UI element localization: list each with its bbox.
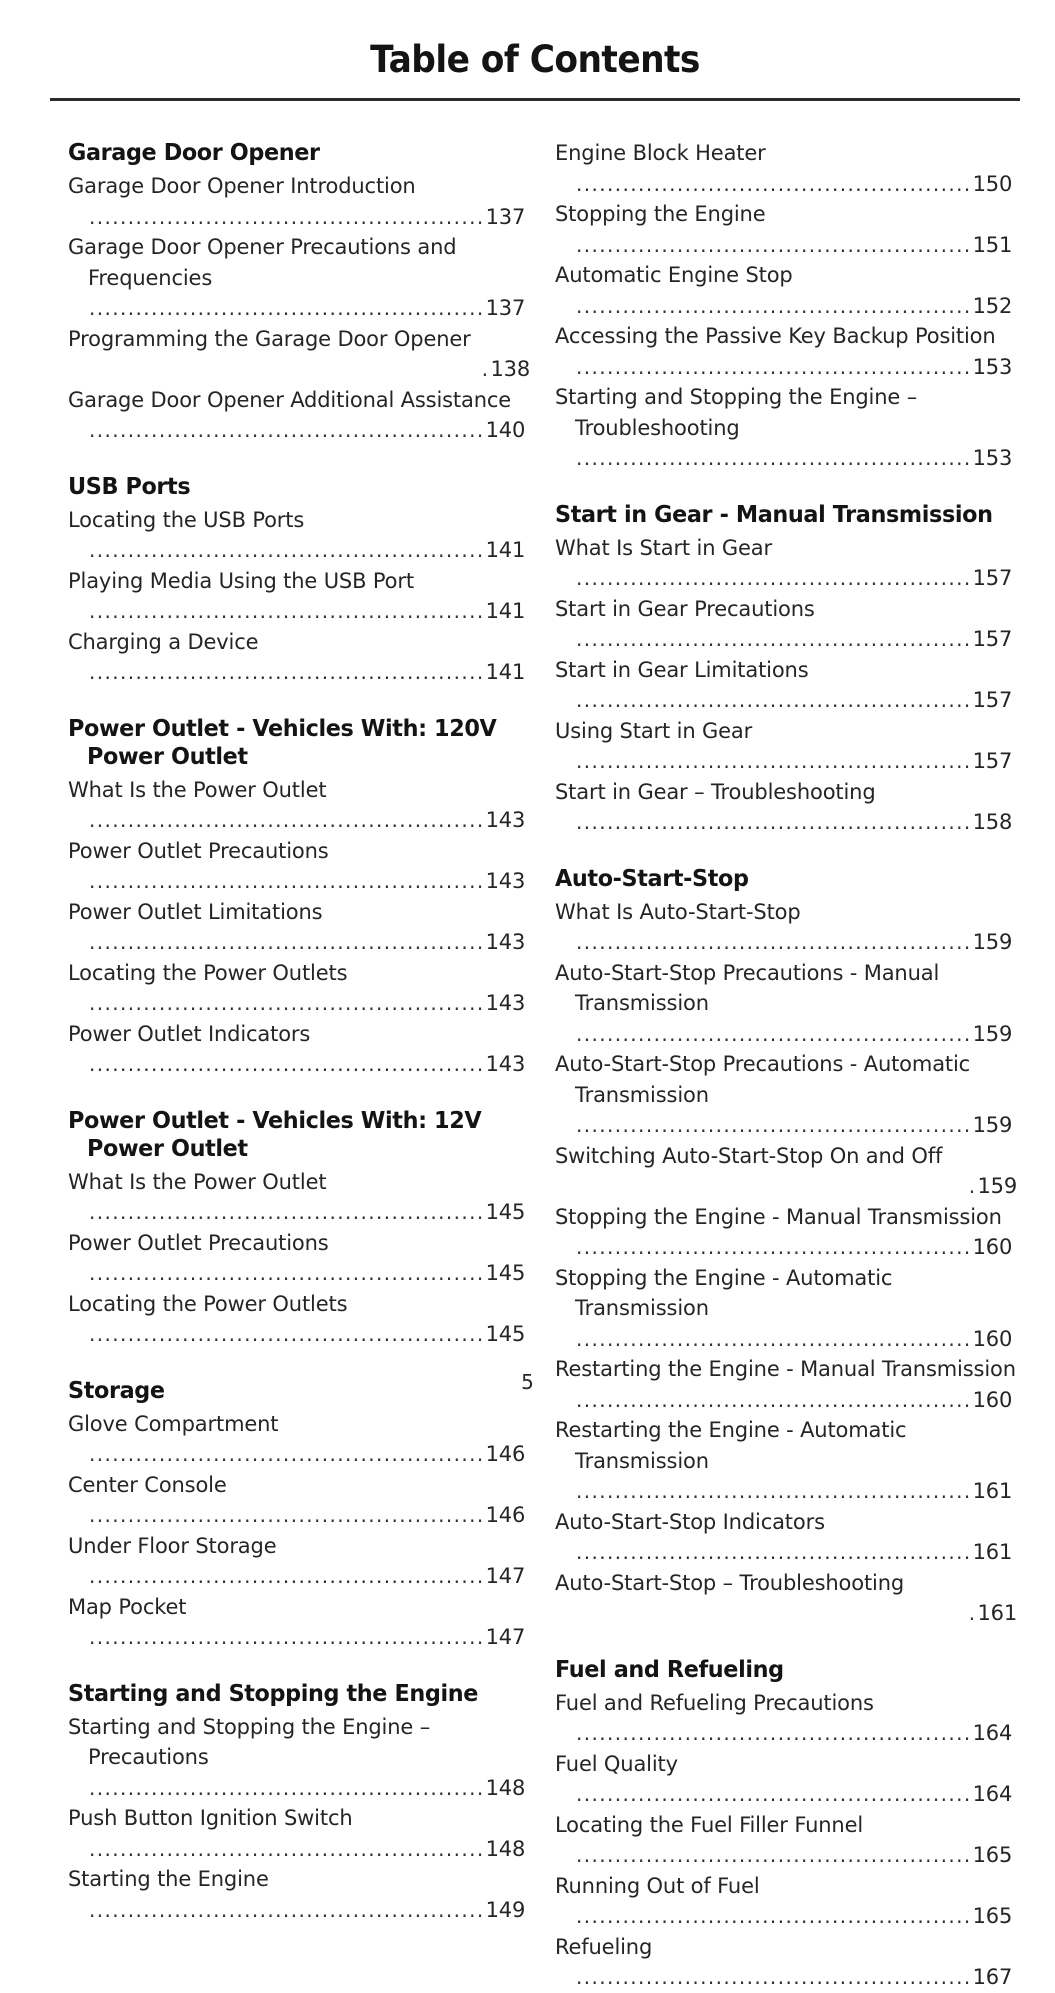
- toc-entry[interactable]: [68, 1864, 530, 1925]
- toc-entry-page-number: 150: [972, 171, 1013, 196]
- header-divider: [50, 98, 1020, 101]
- toc-entry-page-number: 145: [485, 1200, 526, 1224]
- toc-entry-page-number: 164: [972, 1721, 1013, 1745]
- toc-entry-label: Starting the Engine: [68, 1867, 269, 1891]
- toc-leader-dots: ...................................................: [89, 599, 485, 623]
- toc-entry-label: Stopping the Engine: [555, 202, 766, 226]
- toc-entry[interactable]: [555, 1871, 1017, 1932]
- toc-entry-page-number: 165: [972, 1843, 1013, 1867]
- toc-leader-dots: ...................................................: [89, 1775, 485, 1800]
- toc-entry[interactable]: [68, 1167, 530, 1228]
- toc-column-right: [555, 138, 1017, 1993]
- toc-entry[interactable]: [68, 897, 530, 958]
- toc-entry-page-number: 157: [972, 749, 1013, 773]
- toc-section: [68, 1679, 530, 1926]
- toc-entry[interactable]: [68, 1531, 530, 1592]
- toc-entry-label: Locating the Fuel Filler Funnel: [555, 1812, 864, 1837]
- toc-entry-label: Stopping the Engine - Automatic Transmission: [555, 1265, 893, 1320]
- toc-entry-label: Glove Compartment: [68, 1411, 279, 1436]
- toc-entry[interactable]: [555, 594, 1017, 655]
- toc-entry-label: What Is Start in Gear: [555, 535, 773, 560]
- toc-entry-label: Garage Door Opener Additional Assistance: [68, 387, 512, 412]
- toc-entry-label: Map Pocket: [68, 1594, 187, 1619]
- toc-entry-label: Playing Media Using the USB Port: [68, 568, 414, 593]
- toc-entry-page-number: 161: [972, 1540, 1013, 1564]
- toc-leader-dots: ...................................................: [89, 1322, 485, 1346]
- toc-entry[interactable]: [68, 775, 530, 836]
- toc-entry[interactable]: [555, 533, 1017, 594]
- toc-leader-dots: ...................................................: [576, 566, 972, 590]
- toc-leader-dots: ...................................................: [576, 232, 972, 257]
- section-heading: Storage: [68, 1375, 165, 1404]
- toc-leader-dots: ...................................................: [89, 660, 485, 684]
- toc-entry[interactable]: [68, 627, 530, 688]
- toc-leader-dots: ...................................................: [576, 1965, 972, 1989]
- toc-entry-page-number: 159: [977, 1174, 1017, 1198]
- toc-entry[interactable]: [555, 716, 1017, 777]
- toc-leader-dots: ...................................................: [89, 538, 485, 562]
- toc-entry[interactable]: [555, 1263, 1017, 1355]
- toc-leader-dots: ...................................................: [89, 418, 485, 442]
- toc-entry[interactable]: [68, 1470, 530, 1531]
- toc-entry-label: Power Outlet Limitations: [68, 899, 323, 924]
- toc-entry-page-number: 149: [485, 1897, 526, 1922]
- toc-entry[interactable]: [68, 171, 530, 232]
- toc-entry[interactable]: [555, 1810, 1017, 1871]
- toc-entry-label: Restarting the Engine - Manual Transmission: [555, 1357, 1016, 1381]
- toc-entry-label: What Is the Power Outlet: [68, 1169, 327, 1194]
- toc-entry-label: Locating the Power Outlets: [68, 1291, 348, 1316]
- toc-leader-dots: ...................................................: [89, 1897, 485, 1922]
- toc-entry[interactable]: [555, 1568, 1017, 1629]
- toc-entry-page-number: 141: [485, 599, 526, 623]
- toc-leader-dots: ...................................................: [576, 1721, 972, 1745]
- toc-leader-dots: .: [968, 1601, 977, 1625]
- toc-leader-dots: ...................................................: [89, 1200, 485, 1224]
- toc-leader-dots: ...................................................: [89, 869, 485, 893]
- toc-leader-dots: ...................................................: [576, 1479, 972, 1503]
- toc-leader-dots: ...................................................: [576, 688, 972, 712]
- toc-leader-dots: ...................................................: [89, 1442, 485, 1466]
- toc-entry-page-number: 160: [972, 1235, 1013, 1259]
- toc-leader-dots: ...................................................: [576, 1782, 972, 1806]
- toc-entry[interactable]: [555, 1749, 1017, 1810]
- toc-entry[interactable]: [555, 777, 1017, 838]
- toc-entry[interactable]: [68, 1409, 530, 1470]
- toc-entry-label: Power Outlet Precautions: [68, 838, 329, 863]
- toc-leader-dots: ...................................................: [576, 1904, 972, 1928]
- toc-entry-page-number: 143: [485, 991, 526, 1015]
- toc-entry[interactable]: [555, 655, 1017, 716]
- toc-section: [68, 714, 530, 1080]
- toc-entry[interactable]: [68, 1228, 530, 1289]
- toc-entry-label: Switching Auto-Start-Stop On and Off: [555, 1143, 943, 1168]
- toc-entry-label: Automatic Engine Stop: [555, 263, 793, 287]
- toc-entry-page-number: 160: [972, 1326, 1013, 1351]
- toc-entry-page-number: 143: [485, 869, 526, 893]
- toc-entry-page-number: 145: [485, 1322, 526, 1346]
- toc-entry[interactable]: [555, 260, 1017, 321]
- toc-leader-dots: ...................................................: [576, 171, 972, 196]
- toc-entry[interactable]: [555, 1932, 1017, 1993]
- toc-entry-label: Using Start in Gear: [555, 718, 753, 743]
- toc-entry[interactable]: [555, 1202, 1017, 1263]
- toc-entry[interactable]: [68, 1289, 530, 1350]
- section-heading: Power Outlet - Vehicles With: 12V Power Outlet: [68, 1105, 482, 1162]
- section-heading: Start in Gear - Manual Transmission: [555, 499, 993, 528]
- toc-leader-dots: ...................................................: [576, 1235, 972, 1259]
- toc-entry-leader-line: [88, 354, 530, 385]
- page-number: 5: [521, 1370, 534, 1394]
- toc-entry-page-number: 161: [977, 1601, 1017, 1625]
- toc-entry-label: Programming the Garage Door Opener: [68, 326, 471, 351]
- toc-leader-dots: ...................................................: [89, 1836, 485, 1861]
- toc-column-left: [68, 138, 530, 1993]
- toc-entry-page-number: 157: [972, 566, 1013, 590]
- toc-entry-label: Garage Door Opener Precautions and Frequencies: [68, 235, 457, 290]
- toc-entry-page-number: 153: [972, 446, 1013, 470]
- toc-entry[interactable]: [555, 321, 1017, 382]
- toc-entry[interactable]: [555, 958, 1017, 1050]
- page-footer: [0, 1370, 1055, 1394]
- toc-entry-label: What Is Auto-Start-Stop: [555, 899, 801, 924]
- toc-entry-page-number: 143: [485, 1052, 526, 1076]
- toc-entry-page-number: 148: [485, 1836, 526, 1861]
- toc-entry-leader-line: [575, 1598, 1017, 1629]
- toc-section: [68, 1106, 530, 1350]
- toc-section: [555, 500, 1017, 838]
- toc-entry-label: Starting and Stopping the Engine – Precautions: [68, 1714, 431, 1769]
- toc-entry-page-number: 146: [485, 1442, 526, 1466]
- toc-entry-page-number: 159: [972, 930, 1013, 954]
- toc-entry-page-number: 167: [972, 1965, 1013, 1989]
- toc-entry-page-number: 157: [972, 688, 1013, 712]
- toc-entry-page-number: 157: [972, 627, 1013, 651]
- toc-entry[interactable]: [68, 566, 530, 627]
- toc-entry-page-number: 153: [972, 354, 1013, 379]
- page-header: [50, 38, 1020, 81]
- toc-columns: [0, 138, 1055, 1993]
- toc-entry-page-number: 143: [485, 808, 526, 832]
- toc-entry[interactable]: [555, 1415, 1017, 1507]
- toc-entry-label: Running Out of Fuel: [555, 1873, 760, 1898]
- toc-leader-dots: ...................................................: [576, 810, 972, 834]
- toc-entry[interactable]: [555, 199, 1017, 260]
- toc-entry-label: What Is the Power Outlet: [68, 777, 327, 802]
- toc-leader-dots: ...................................................: [576, 1843, 972, 1867]
- page-title: Table of Contents: [370, 38, 700, 81]
- toc-leader-dots: ...................................................: [89, 1261, 485, 1285]
- toc-leader-dots: ...................................................: [576, 1113, 972, 1137]
- toc-entry-page-number: 165: [972, 1904, 1013, 1928]
- toc-entry[interactable]: [68, 1592, 530, 1653]
- toc-leader-dots: ...................................................: [89, 296, 485, 320]
- toc-entry[interactable]: [555, 1141, 1017, 1202]
- toc-entry-page-number: 164: [972, 1782, 1013, 1806]
- toc-entry-label: Auto-Start-Stop Indicators: [555, 1509, 825, 1534]
- toc-entry-label: Garage Door Opener Introduction: [68, 174, 416, 198]
- section-heading: Garage Door Opener: [68, 138, 320, 166]
- toc-leader-dots: ...................................................: [89, 1052, 485, 1076]
- toc-leader-dots: ...................................................: [89, 1564, 485, 1588]
- toc-entry-label: Start in Gear Limitations: [555, 657, 809, 682]
- toc-leader-dots: ...................................................: [89, 808, 485, 832]
- toc-leader-dots: .: [481, 357, 490, 381]
- toc-leader-dots: ...................................................: [89, 204, 485, 229]
- toc-leader-dots: .: [968, 1174, 977, 1198]
- toc-entry-page-number: 159: [972, 1113, 1013, 1137]
- toc-entry-page-number: 145: [485, 1261, 526, 1285]
- toc-entry-page-number: 147: [485, 1564, 526, 1588]
- toc-section: [555, 138, 1017, 474]
- toc-entry[interactable]: [68, 324, 530, 385]
- toc-entry[interactable]: [68, 836, 530, 897]
- toc-leader-dots: ...................................................: [576, 354, 972, 379]
- toc-entry-page-number: 143: [485, 930, 526, 954]
- toc-entry-label: Auto-Start-Stop Precautions - Manual Transmission: [555, 960, 940, 1015]
- toc-entry[interactable]: [555, 897, 1017, 958]
- section-heading: USB Ports: [68, 471, 191, 500]
- toc-leader-dots: ...................................................: [576, 1387, 972, 1412]
- toc-section: [555, 1655, 1017, 1993]
- section-heading: Fuel and Refueling: [555, 1654, 784, 1683]
- toc-section: [68, 472, 530, 688]
- toc-entry-label: Engine Block Heater: [555, 141, 766, 165]
- toc-entry-label: Starting and Stopping the Engine – Troubleshooting: [555, 385, 918, 440]
- toc-entry[interactable]: [555, 1049, 1017, 1141]
- toc-entry-label: Accessing the Passive Key Backup Position: [555, 324, 996, 348]
- toc-entry-label: Locating the USB Ports: [68, 507, 305, 532]
- toc-entry-page-number: 141: [485, 660, 526, 684]
- toc-leader-dots: ...................................................: [576, 1326, 972, 1351]
- toc-leader-dots: ...................................................: [576, 1540, 972, 1564]
- toc-leader-dots: ...................................................: [576, 1021, 972, 1046]
- toc-leader-dots: ...................................................: [89, 1503, 485, 1527]
- toc-entry-page-number: 160: [972, 1387, 1013, 1412]
- toc-entry-page-number: 159: [972, 1021, 1013, 1046]
- toc-entry-label: Fuel Quality: [555, 1751, 678, 1776]
- toc-entry-page-number: 158: [972, 810, 1013, 834]
- toc-entry-label: Start in Gear Precautions: [555, 596, 815, 621]
- toc-leader-dots: ...................................................: [576, 627, 972, 651]
- toc-entry-page-number: 151: [972, 232, 1013, 257]
- toc-entry-label: Stopping the Engine - Manual Transmission: [555, 1204, 1002, 1229]
- toc-entry-label: Power Outlet Precautions: [68, 1230, 329, 1255]
- toc-entry[interactable]: [68, 958, 530, 1019]
- toc-entry[interactable]: [555, 1688, 1017, 1749]
- section-heading: Starting and Stopping the Engine: [68, 1678, 478, 1707]
- toc-entry-label: Power Outlet Indicators: [68, 1021, 311, 1046]
- toc-entry-label: Under Floor Storage: [68, 1533, 277, 1558]
- toc-section: [68, 138, 530, 446]
- toc-entry-label: Refueling: [555, 1934, 653, 1959]
- toc-section: [555, 864, 1017, 1629]
- toc-entry-page-number: 141: [485, 538, 526, 562]
- toc-entry-page-number: 140: [485, 418, 526, 442]
- toc-leader-dots: ...................................................: [576, 930, 972, 954]
- toc-entry-label: Fuel and Refueling Precautions: [555, 1690, 874, 1715]
- toc-entry[interactable]: [555, 382, 1017, 474]
- toc-entry[interactable]: [555, 1507, 1017, 1568]
- toc-leader-dots: ...................................................: [89, 991, 485, 1015]
- toc-entry[interactable]: [68, 385, 530, 446]
- toc-entry-page-number: 152: [972, 293, 1013, 318]
- toc-entry[interactable]: [68, 1803, 530, 1864]
- toc-entry-label: Auto-Start-Stop Precautions - Automatic Transmission: [555, 1052, 971, 1107]
- toc-entry-page-number: 137: [485, 296, 526, 320]
- section-heading: Power Outlet - Vehicles With: 120V Power Outlet: [68, 713, 497, 770]
- toc-leader-dots: ...................................................: [89, 930, 485, 954]
- toc-entry-page-number: 148: [485, 1775, 526, 1800]
- toc-leader-dots: ...................................................: [576, 293, 972, 318]
- toc-entry-label: Charging a Device: [68, 629, 259, 654]
- toc-leader-dots: ...................................................: [89, 1625, 485, 1649]
- toc-leader-dots: ...................................................: [576, 749, 972, 773]
- toc-entry[interactable]: [68, 232, 530, 324]
- toc-section: [68, 1376, 530, 1653]
- toc-entry-label: Start in Gear – Troubleshooting: [555, 779, 876, 804]
- section-heading: Auto-Start-Stop: [555, 863, 749, 892]
- toc-leader-dots: ...................................................: [576, 446, 972, 470]
- toc-entry-page-number: 138: [490, 357, 530, 381]
- toc-entry-page-number: 147: [485, 1625, 526, 1649]
- toc-entry-label: Restarting the Engine - Automatic Transmission: [555, 1418, 907, 1473]
- toc-entry[interactable]: [68, 505, 530, 566]
- toc-entry-label: Locating the Power Outlets: [68, 960, 348, 985]
- toc-entry-page-number: 161: [972, 1479, 1013, 1503]
- toc-entry-label: Center Console: [68, 1472, 227, 1497]
- toc-entry[interactable]: [68, 1712, 530, 1804]
- toc-entry-leader-line: [575, 1171, 1017, 1202]
- toc-entry[interactable]: [555, 138, 1017, 199]
- toc-entry-label: Auto-Start-Stop – Troubleshooting: [555, 1570, 905, 1595]
- toc-entry[interactable]: [68, 1019, 530, 1080]
- toc-entry-page-number: 137: [485, 204, 526, 229]
- toc-entry-label: Push Button Ignition Switch: [68, 1806, 353, 1830]
- toc-entry-page-number: 146: [485, 1503, 526, 1527]
